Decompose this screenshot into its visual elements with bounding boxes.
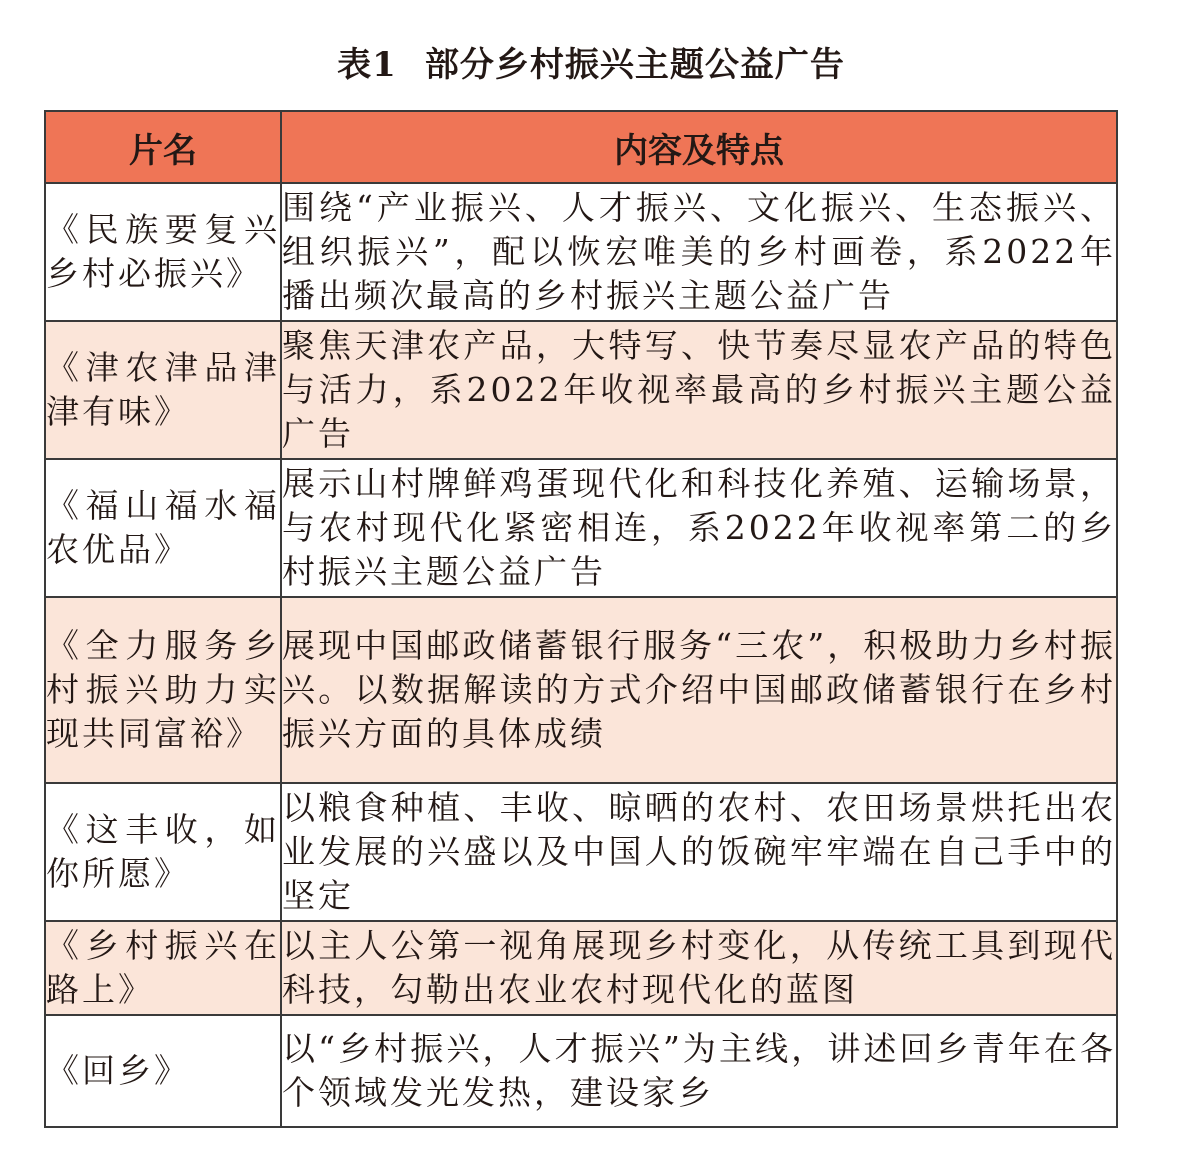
table-number: 表1 — [337, 45, 397, 85]
table-row — [45, 1015, 1117, 1127]
ad-title: 《乡村振兴在路上》 — [45, 921, 281, 1015]
ad-description: 展现中国邮政储蓄银行服务“三农”，积极助力乡村振兴。以数据解读的方式介绍中国邮政储蓄银行在乡村振兴方面的具体成绩 — [281, 597, 1117, 783]
table-caption — [0, 40, 1182, 90]
ad-title: 《回乡》 — [45, 1015, 281, 1127]
table-row — [45, 321, 1117, 459]
table-row — [45, 783, 1117, 921]
ad-description: 聚焦天津农产品，大特写、快节奏尽显农产品的特色与活力，系2022年收视率最高的乡村振兴主题公益广告 — [281, 321, 1117, 459]
ad-description: 以“乡村振兴，人才振兴”为主线，讲述回乡青年在各个领域发光发热，建设家乡 — [281, 1015, 1117, 1127]
ad-title: 《津农津品津津有味》 — [45, 321, 281, 459]
ads-table — [44, 110, 1118, 1128]
table-row — [45, 597, 1117, 783]
header-title: 片名 — [45, 111, 281, 183]
ad-description: 以粮食种植、丰收、晾晒的农村、农田场景烘托出农业发展的兴盛以及中国人的饭碗牢牢端在自己手中的坚定 — [281, 783, 1117, 921]
ad-title: 《全力服务乡村振兴助力实现共同富裕》 — [45, 597, 281, 783]
ad-description: 以主人公第一视角展现乡村变化，从传统工具到现代科技，勾勒出农业农村现代化的蓝图 — [281, 921, 1117, 1015]
ad-title: 《这丰收，如你所愿》 — [45, 783, 281, 921]
ad-title: 《民族要复兴乡村必振兴》 — [45, 183, 281, 321]
table-row — [45, 183, 1117, 321]
table-row — [45, 921, 1117, 1015]
ad-description: 围绕“产业振兴、人才振兴、文化振兴、生态振兴、组织振兴”，配以恢宏唯美的乡村画卷，系2022年播出频次最高的乡村振兴主题公益广告 — [281, 183, 1117, 321]
table-row — [45, 459, 1117, 597]
ad-title: 《福山福水福农优品》 — [45, 459, 281, 597]
ad-description: 展示山村牌鲜鸡蛋现代化和科技化养殖、运输场景，与农村现代化紧密相连，系2022年收视率第二的乡村振兴主题公益广告 — [281, 459, 1117, 597]
table-header-row — [45, 111, 1117, 183]
header-content: 内容及特点 — [281, 111, 1117, 183]
table-title: 部分乡村振兴主题公益广告 — [424, 45, 845, 85]
